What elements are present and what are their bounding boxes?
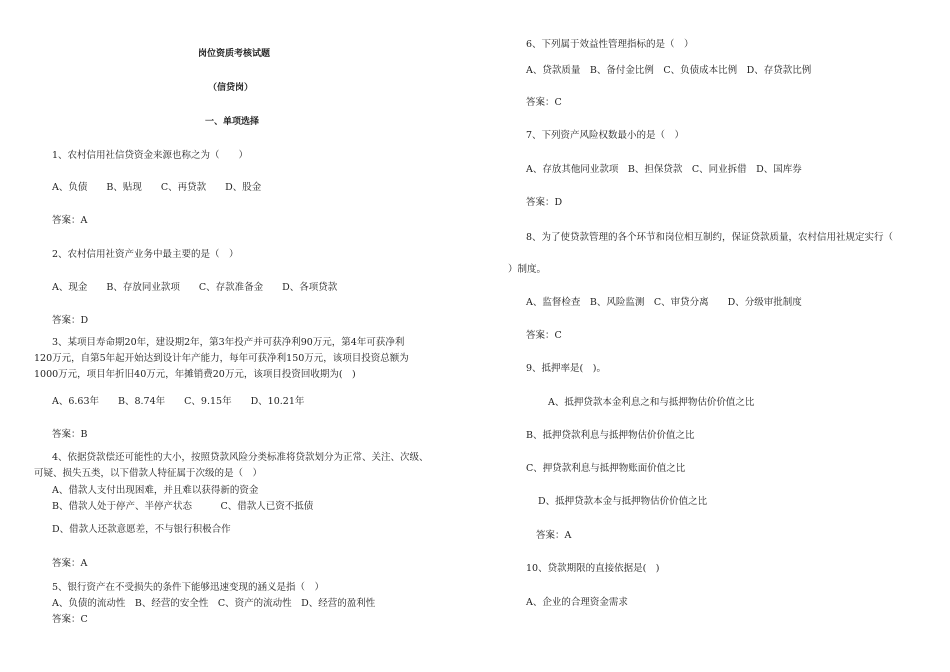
question-3-line-1: 3、某项目寿命期20年，建设期2年，第3年投产并可获净利90万元，第4年可获净利 [52,337,405,348]
question-3-answer: 答案：B [52,429,88,440]
question-5-options: A、负债的流动性 B、经营的安全性 C、资产的流动性 D、经营的盈利性 [52,598,376,609]
question-1: 1、农村信用社信贷资金来源也称之为（ ） [52,150,249,161]
exam-title: 岗位资质考核试题 [198,49,271,59]
question-6-answer: 答案：C [526,97,562,108]
question-6-options: A、贷款质量 B、备付金比例 C、负债成本比例 D、存贷款比例 [526,65,812,76]
question-4-options-b-c: B、借款人处于停产、半停产状态 C、借款人已资不抵债 [52,501,314,512]
right-column [475,0,950,672]
question-9-option-a: A、抵押贷款本金利息之和与抵押物估价价值之比 [548,397,755,408]
question-4-line-1: 4、依据贷款偿还可能性的大小，按照贷款风险分类标准将贷款划分为正常、关注、次级、 [52,452,429,463]
question-9-option-c: C、押贷款利息与抵押物账面价值之比 [526,463,686,474]
question-1-answer: 答案：A [52,215,88,226]
question-4-line-2: 可疑、损失五类，以下借款人特征属于次级的是（ ） [34,468,263,479]
question-9: 9、抵押率是( )。 [526,363,606,374]
question-8-options: A、监督检查 B、风险监测 C、审贷分离 D、分级审批制度 [526,297,802,308]
question-9-option-b: B、抵押贷款利息与抵押物估价价值之比 [526,430,695,441]
question-3-line-2: 120万元，自第5年起开始达到设计年产能力，每年可获净利150万元，该项目投资总额为 [34,353,409,364]
question-3-line-3: 1000万元，项目年折旧40万元，年摊销费20万元，该项目投资回收期为( ) [34,369,356,380]
question-7-options: A、存放其他同业款项 B、担保贷款 C、同业拆借 D、国库券 [526,164,802,175]
question-2-options: A、现金 B、存放同业款项 C、存款准备金 D、各项贷款 [52,282,338,293]
question-3-options: A、6.63年 B、8.74年 C、9.15年 D、10.21年 [52,396,305,407]
question-7: 7、下列资产风险权数最小的是（ ） [526,130,685,141]
question-10-option-a: A、企业的合理资金需求 [526,597,628,608]
question-8-answer: 答案：C [526,330,562,341]
question-8-line-1: 8、为了使贷款管理的各个环节和岗位相互制约，保证贷款质量，农村信用社规定实行（ [526,232,894,243]
question-4-answer: 答案：A [52,558,88,569]
question-6: 6、下列属于效益性管理指标的是（ ） [526,39,694,50]
question-10: 10、贷款期限的直接依据是( ) [526,563,660,574]
question-8-line-2: ）制度。 [508,264,547,275]
exam-subtitle: （信贷岗） [208,83,254,93]
question-7-answer: 答案：D [526,197,563,208]
question-2: 2、农村信用社资产业务中最主要的是（ ） [52,249,239,260]
question-5-answer: 答案：C [52,614,88,625]
question-5: 5、银行资产在不受损失的条件下能够迅速变现的涵义是指（ ） [52,582,325,593]
question-4-option-d: D、借款人还款意愿差，不与银行积极合作 [52,524,231,535]
question-2-answer: 答案：D [52,315,89,326]
question-4-option-a: A、借款人支付出现困难，并且难以获得新的资金 [52,485,259,496]
question-9-answer: 答案：A [536,530,572,541]
question-1-options: A、负债 B、贴现 C、再贷款 D、股金 [52,182,262,193]
question-9-option-d: D、抵押贷款本金与抵押物估价价值之比 [538,496,708,507]
section-heading: 一、单项选择 [205,117,260,127]
